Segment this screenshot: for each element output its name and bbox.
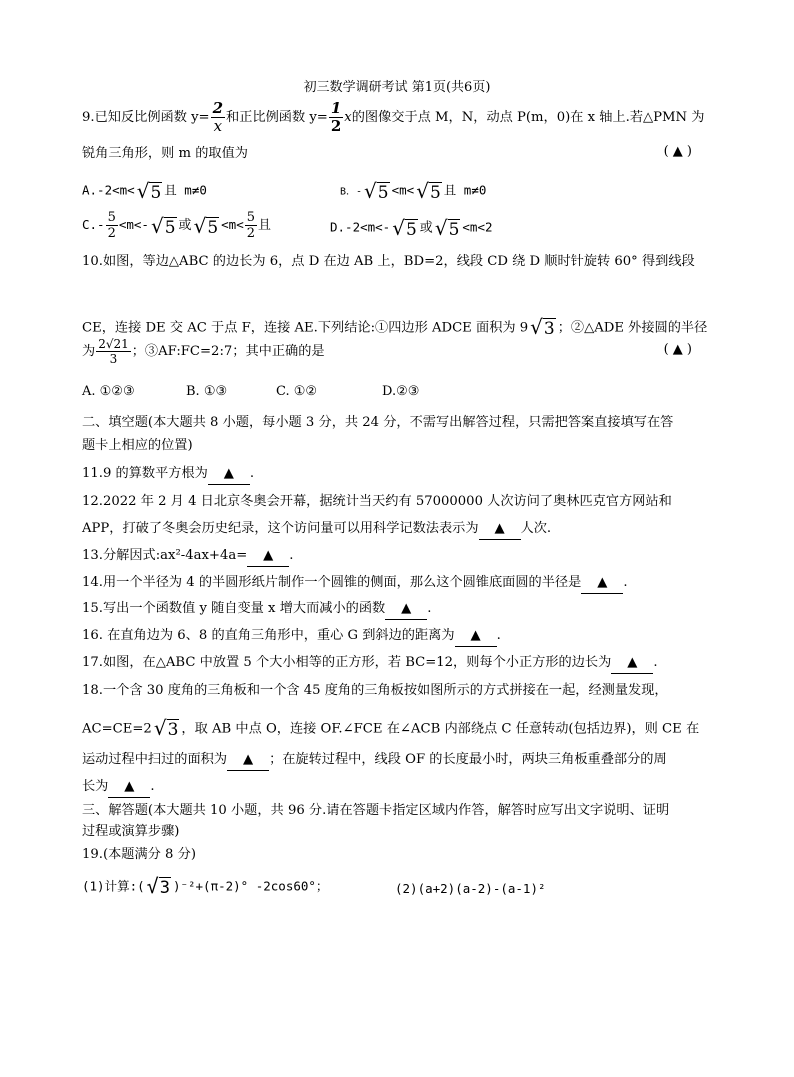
- fraction-5-over-2: $\frac{5}{2}$: [107, 210, 116, 241]
- frac-num: 1: [330, 99, 342, 117]
- q10-line2: [82, 317, 707, 339]
- q16: 16. 在直角边为 6、8 的直角三角形中，重心 G 到斜边的距离为 ▲ .: [82, 626, 501, 647]
- fraction-2sqrt21-over-3: $\frac{2√21}{3}$: [98, 337, 129, 366]
- sqrt-3: √3: [153, 716, 179, 740]
- opt-text: 且 m≠0: [443, 182, 487, 198]
- opt-text: C.-: [82, 217, 105, 232]
- fraction-5-over-2: $\frac{5}{2}$: [246, 210, 255, 241]
- q10-option-a: A. ①②③: [82, 384, 135, 399]
- frac-den: 2: [330, 117, 342, 135]
- q18-line2: [82, 718, 699, 740]
- opt-text: <m<-: [118, 217, 149, 232]
- q17: 17.如图，在△ABC 中放置 5 个大小相等的正方形，若 BC=12，则每个小正方形的边长为 ▲ .: [82, 653, 658, 674]
- q12-line1: 12.2022 年 2 月 4 日北京冬奥会开幕，据统计当天约有 57000000 人次访问了奥林匹克官方网站和: [82, 494, 672, 509]
- q11: 11.9 的算数平方根为 ▲ .: [82, 464, 254, 485]
- q10-option-c: C. ①②: [276, 384, 318, 399]
- q12-text: APP，打破了冬奥会历史纪录，这个访问量可以用科学记数法表示为: [82, 521, 479, 536]
- q10-text: ；②△ADE 外接圆的半径: [557, 320, 708, 336]
- sqrt-5: √5: [136, 179, 162, 203]
- opt-text: D.-2<m<-: [330, 219, 391, 235]
- q13: 13.分解因式:ax²-4ax+4a= ▲ .: [82, 546, 293, 567]
- opt-text: B．-: [340, 186, 363, 198]
- q18-text: 长为: [82, 779, 109, 794]
- frac-num: 2: [212, 99, 224, 117]
- answer-blank: ▲: [108, 777, 150, 798]
- q18-text: AC=CE=2: [82, 721, 152, 737]
- answer-blank: ▲: [227, 750, 269, 771]
- section2-heading-cont: 题卡上相应的位置): [82, 438, 193, 453]
- opt-text: A.-2<m<: [82, 182, 135, 198]
- q18-line3: [82, 750, 667, 771]
- q9-line1: [82, 101, 704, 134]
- answer-blank: ▲: [247, 546, 289, 567]
- q19-text: )⁻²+(π-2)° -2cos60°；: [172, 878, 329, 894]
- q18-text: ；在旋转过程中，线段 OF 的长度最小时，两块三角板重叠部分的周: [269, 752, 667, 767]
- q9-answer-paren: ( ▲ ): [663, 144, 692, 159]
- q19-title: 19.(本题满分 8 分): [82, 847, 196, 862]
- q18-text: 运动过程中扫过的面积为: [82, 752, 228, 767]
- answer-blank: ▲: [385, 599, 427, 620]
- sqrt-3: √3: [146, 874, 170, 898]
- section3-heading-cont: 过程或演算步骤): [82, 824, 180, 839]
- q14: 14.用一个半径为 4 的半圆形纸片制作一个圆锥的侧面，那么这个圆锥底面圆的半径是 ▲ .: [82, 573, 628, 594]
- answer-blank: ▲: [479, 519, 521, 540]
- sqrt-5: √5: [364, 179, 389, 203]
- q9-text: 的图像交于点 M，N，动点 P(m，0)在 x 轴上.若△PMN 为: [351, 110, 705, 125]
- q18-line1: 18.一个含 30 度角的三角板和一个含 45 度角的三角板按如图所示的方式拼接在一起，经测量发现，: [82, 683, 668, 698]
- q10-option-d: D.②③: [382, 384, 420, 399]
- section2-heading: 二、填空题(本大题共 8 小题，每小题 3 分，共 24 分，不需写出解答过程，只需把答案直接填写在答: [82, 415, 674, 430]
- q10-text: 为: [82, 344, 96, 359]
- q9-text: 9.已知反比例函数 y=: [82, 110, 210, 125]
- page-header: 初三数学调研考试 第1页(共6页): [303, 80, 491, 95]
- answer-blank: ▲: [611, 653, 653, 674]
- q10-text: CE，连接 DE 交 AC 于点 F，连接 AE.下列结论:①四边形 ADCE 面积为 9: [82, 320, 529, 336]
- q9-option-c: [82, 211, 271, 240]
- q13-text: 13.分解因式:ax²-4ax+4a=: [82, 548, 248, 563]
- opt-text: <m<2: [462, 219, 493, 235]
- fraction-2-over-x: [211, 101, 225, 134]
- opt-text: <m<: [391, 182, 415, 198]
- q19-part1: [82, 876, 328, 898]
- q10-line1: 10.如图，等边△ABC 的边长为 6，点 D 在边 AB 上，BD=2，线段 CD 绕 D 顺时针旋转 60° 得到线段: [82, 254, 695, 269]
- q10-option-b: B. ①③: [186, 384, 228, 399]
- q18-line4: 长为 ▲ .: [82, 777, 155, 798]
- sqrt-5: √5: [193, 213, 219, 238]
- answer-blank: ▲: [208, 464, 250, 485]
- q16-text: 16. 在直角边为 6、8 的直角三角形中，重心 G 到斜边的距离为: [82, 628, 455, 643]
- sqrt-3: √3: [530, 315, 555, 339]
- q10-answer-paren: ( ▲ ): [663, 342, 692, 357]
- q12-line2: APP，打破了冬奥会历史纪录，这个访问量可以用科学记数法表示为 ▲ 人次.: [82, 519, 551, 540]
- q17-text: 17.如图，在△ABC 中放置 5 个大小相等的正方形，若 BC=12，则每个小正方形的边长为: [82, 655, 612, 670]
- sqrt-5: √5: [434, 216, 460, 240]
- q11-text: 11.9 的算数平方根为: [82, 466, 208, 481]
- answer-blank: ▲: [581, 573, 623, 594]
- sqrt-5: √5: [150, 213, 176, 238]
- q10-text: ；③AF:FC=2:7；其中正确的是: [131, 344, 325, 359]
- frac-den: x: [211, 117, 225, 134]
- q9-option-a: [82, 179, 207, 203]
- q10-line3: [82, 338, 325, 365]
- sqrt-5: √5: [392, 216, 417, 240]
- section3-heading: 三、解答题(本大题共 10 小题，共 96 分.请在答题卡指定区域内作答，解答时应写出文字说明、证明: [82, 803, 670, 818]
- sqrt-5: √5: [416, 179, 441, 203]
- q18-text: ，取 AB 中点 O，连接 OF.∠FCE 在∠ACB 内部绕点 C 任意转动(包括边界)，则 CE 在: [181, 721, 700, 737]
- fraction-1-over-2: [329, 101, 343, 134]
- opt-text: <m<: [221, 217, 244, 232]
- q9-line2: 锐角三角形，则 m 的取值为: [82, 146, 248, 161]
- opt-text: 或: [419, 220, 433, 236]
- q19-text: (1)计算:(: [82, 878, 145, 894]
- q19-part2: (2)(a+2)(a-2)-(a-1)²: [395, 881, 546, 896]
- q9-text: 和正比例函数 y=: [226, 110, 328, 125]
- q14-text: 14.用一个半径为 4 的半圆形纸片制作一个圆锥的侧面，那么这个圆锥底面圆的半径是: [82, 575, 582, 590]
- q15: 15.写出一个函数值 y 随自变量 x 增大而减小的函数 ▲ .: [82, 599, 431, 620]
- q9-option-d: [330, 216, 493, 240]
- opt-text: 且 m≠0: [164, 182, 207, 198]
- opt-text: 且: [258, 218, 272, 233]
- opt-text: 或: [178, 218, 192, 233]
- q9-option-b: [340, 179, 486, 203]
- q9-var: x: [344, 110, 352, 125]
- q15-text: 15.写出一个函数值 y 随自变量 x 增大而减小的函数: [82, 601, 386, 616]
- answer-blank: ▲: [455, 626, 497, 647]
